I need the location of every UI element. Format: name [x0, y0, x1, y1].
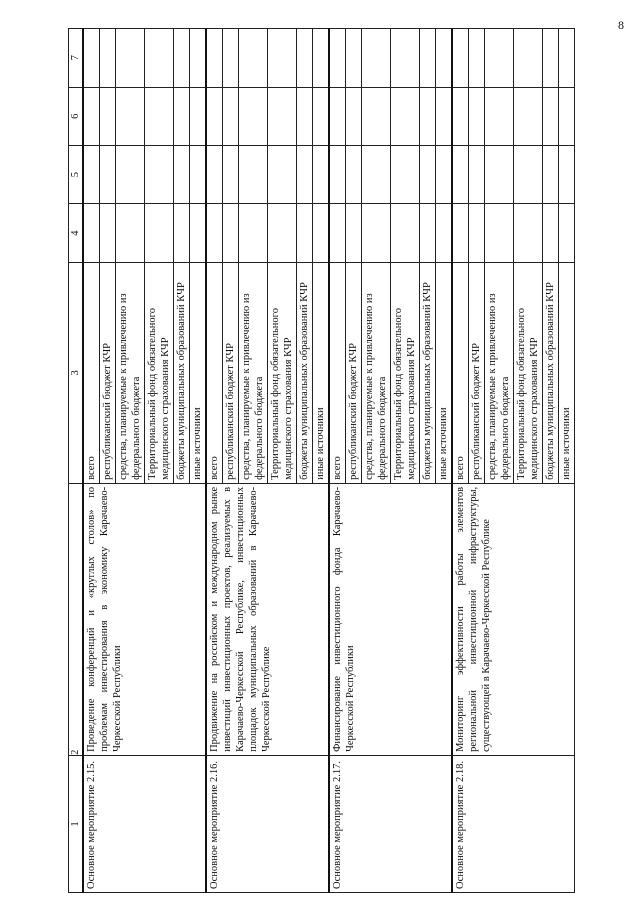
value-cell-col-7: [239, 29, 268, 88]
value-cell-col-5: [145, 145, 174, 203]
funding-source-cell: иные источники: [436, 262, 453, 483]
funding-source-cell: бюджеты муниципальных образований КЧР: [297, 262, 313, 483]
value-cell-col-4: [485, 204, 514, 262]
funding-source-cell: средства, планируемые к привлечению из федерального бюджета: [239, 262, 268, 483]
funding-source-cell: средства, планируемые к привлечению из федерального бюджета: [485, 262, 514, 483]
value-cell-col-7: [543, 29, 559, 88]
funding-source-cell: всего: [329, 262, 346, 483]
header-col-7: 7: [69, 29, 84, 88]
value-cell-col-7: [100, 29, 116, 88]
value-cell-col-7: [297, 29, 313, 88]
funding-source-cell: Территориальный фонд обязательного медицинского страхования КЧР: [514, 262, 543, 483]
value-cell-col-7: [346, 29, 362, 88]
funding-source-cell: средства, планируемые к привлечению из федерального бюджета: [116, 262, 145, 483]
value-cell-col-7: [559, 29, 575, 88]
funding-source-cell: всего: [452, 262, 469, 483]
description-cell: Проведение конференций и «круглых столов» по проблемам инвестирования в экономику Карачаево-Черкесской Республики: [83, 483, 206, 755]
value-cell-col-6: [346, 87, 362, 145]
value-cell-col-7: [223, 29, 239, 88]
value-cell-col-5: [391, 145, 420, 203]
value-cell-col-6: [420, 87, 436, 145]
value-cell-col-5: [452, 145, 469, 203]
table-row: [452, 29, 469, 893]
value-cell-col-4: [268, 204, 297, 262]
value-cell-col-5: [223, 145, 239, 203]
description-cell: Финансирование инвестиционного фонда Карачаево-Черкесской Республики: [329, 483, 452, 755]
value-cell-col-5: [206, 145, 223, 203]
value-cell-col-6: [223, 87, 239, 145]
value-cell-col-7: [514, 29, 543, 88]
value-cell-col-6: [145, 87, 174, 145]
header-col-5: 5: [69, 145, 84, 203]
funding-source-cell: республиканский бюджет КЧР: [100, 262, 116, 483]
header-col-4: 4: [69, 204, 84, 262]
value-cell-col-6: [362, 87, 391, 145]
rotated-table-container: [68, 28, 640, 893]
value-cell-col-4: [223, 204, 239, 262]
value-cell-col-4: [469, 204, 485, 262]
value-cell-col-4: [346, 204, 362, 262]
funding-source-cell: иные источники: [313, 262, 330, 483]
funding-table: [68, 28, 575, 893]
funding-source-cell: всего: [83, 262, 100, 483]
value-cell-col-6: [239, 87, 268, 145]
header-row: [69, 29, 84, 893]
value-cell-col-5: [420, 145, 436, 203]
funding-source-cell: всего: [206, 262, 223, 483]
funding-source-cell: бюджеты муниципальных образований КЧР: [420, 262, 436, 483]
value-cell-col-5: [436, 145, 453, 203]
value-cell-col-5: [346, 145, 362, 203]
table-body: [83, 29, 575, 893]
value-cell-col-6: [436, 87, 453, 145]
funding-source-cell: бюджеты муниципальных образований КЧР: [543, 262, 559, 483]
value-cell-col-7: [206, 29, 223, 88]
value-cell-col-6: [83, 87, 100, 145]
value-cell-col-6: [559, 87, 575, 145]
value-cell-col-4: [145, 204, 174, 262]
value-cell-col-7: [391, 29, 420, 88]
value-cell-col-6: [100, 87, 116, 145]
value-cell-col-7: [174, 29, 190, 88]
funding-source-cell: бюджеты муниципальных образований КЧР: [174, 262, 190, 483]
value-cell-col-5: [313, 145, 330, 203]
value-cell-col-5: [514, 145, 543, 203]
header-col-1: 1: [69, 755, 84, 892]
value-cell-col-6: [268, 87, 297, 145]
description-cell: Мониторинг эффективности работы элементов региональной инвестиционной инфраструктуры, существующей в Карачаево-Черкесской Республике: [452, 483, 575, 755]
value-cell-col-5: [174, 145, 190, 203]
header-col-3: 3: [69, 262, 84, 483]
activity-cell: Основное мероприятие 2.15.: [83, 755, 206, 892]
value-cell-col-7: [469, 29, 485, 88]
value-cell-col-4: [116, 204, 145, 262]
value-cell-col-7: [436, 29, 453, 88]
value-cell-col-7: [313, 29, 330, 88]
value-cell-col-6: [514, 87, 543, 145]
value-cell-col-7: [485, 29, 514, 88]
activity-cell: Основное мероприятие 2.16.: [206, 755, 329, 892]
funding-source-cell: Территориальный фонд обязательного медицинского страхования КЧР: [145, 262, 174, 483]
value-cell-col-5: [485, 145, 514, 203]
value-cell-col-4: [190, 204, 207, 262]
value-cell-col-4: [559, 204, 575, 262]
value-cell-col-4: [100, 204, 116, 262]
value-cell-col-6: [391, 87, 420, 145]
value-cell-col-5: [268, 145, 297, 203]
value-cell-col-4: [174, 204, 190, 262]
value-cell-col-7: [190, 29, 207, 88]
value-cell-col-7: [420, 29, 436, 88]
funding-source-cell: Территориальный фонд обязательного медицинского страхования КЧР: [268, 262, 297, 483]
value-cell-col-7: [268, 29, 297, 88]
value-cell-col-5: [559, 145, 575, 203]
value-cell-col-6: [174, 87, 190, 145]
funding-source-cell: Территориальный фонд обязательного медицинского страхования КЧР: [391, 262, 420, 483]
value-cell-col-6: [543, 87, 559, 145]
value-cell-col-7: [116, 29, 145, 88]
value-cell-col-4: [239, 204, 268, 262]
value-cell-col-4: [452, 204, 469, 262]
value-cell-col-7: [329, 29, 346, 88]
value-cell-col-4: [420, 204, 436, 262]
value-cell-col-7: [452, 29, 469, 88]
page-number: 8: [618, 18, 624, 32]
value-cell-col-6: [469, 87, 485, 145]
value-cell-col-6: [485, 87, 514, 145]
value-cell-col-5: [329, 145, 346, 203]
value-cell-col-6: [297, 87, 313, 145]
value-cell-col-6: [116, 87, 145, 145]
value-cell-col-7: [362, 29, 391, 88]
value-cell-col-5: [297, 145, 313, 203]
value-cell-col-4: [206, 204, 223, 262]
value-cell-col-5: [469, 145, 485, 203]
funding-source-cell: республиканский бюджет КЧР: [346, 262, 362, 483]
value-cell-col-6: [190, 87, 207, 145]
table-row: [83, 29, 100, 893]
value-cell-col-4: [436, 204, 453, 262]
value-cell-col-6: [329, 87, 346, 145]
value-cell-col-5: [83, 145, 100, 203]
funding-source-cell: республиканский бюджет КЧР: [223, 262, 239, 483]
value-cell-col-6: [313, 87, 330, 145]
funding-source-cell: иные источники: [559, 262, 575, 483]
funding-source-cell: средства, планируемые к привлечению из федерального бюджета: [362, 262, 391, 483]
activity-cell: Основное мероприятие 2.17.: [329, 755, 452, 892]
value-cell-col-5: [100, 145, 116, 203]
description-cell: Продвижение на российском и международном рынке инвестиций инвестиционных проектов, реализуемых в Карачаево-Черкесской Республике, инвестиционных площадок муниципальных образований в Карачаево-Черкесской Республике: [206, 483, 329, 755]
value-cell-col-5: [116, 145, 145, 203]
value-cell-col-4: [83, 204, 100, 262]
table-row: [329, 29, 346, 893]
value-cell-col-5: [190, 145, 207, 203]
value-cell-col-4: [543, 204, 559, 262]
value-cell-col-4: [391, 204, 420, 262]
value-cell-col-6: [452, 87, 469, 145]
value-cell-col-7: [83, 29, 100, 88]
value-cell-col-6: [206, 87, 223, 145]
value-cell-col-4: [514, 204, 543, 262]
table-row: [206, 29, 223, 893]
value-cell-col-4: [329, 204, 346, 262]
value-cell-col-7: [145, 29, 174, 88]
header-col-2: 2: [69, 483, 84, 755]
activity-cell: Основное мероприятие 2.18.: [452, 755, 575, 892]
value-cell-col-5: [362, 145, 391, 203]
value-cell-col-5: [239, 145, 268, 203]
value-cell-col-4: [297, 204, 313, 262]
value-cell-col-5: [543, 145, 559, 203]
funding-source-cell: иные источники: [190, 262, 207, 483]
funding-source-cell: республиканский бюджет КЧР: [469, 262, 485, 483]
value-cell-col-4: [362, 204, 391, 262]
value-cell-col-4: [313, 204, 330, 262]
header-col-6: 6: [69, 87, 84, 145]
